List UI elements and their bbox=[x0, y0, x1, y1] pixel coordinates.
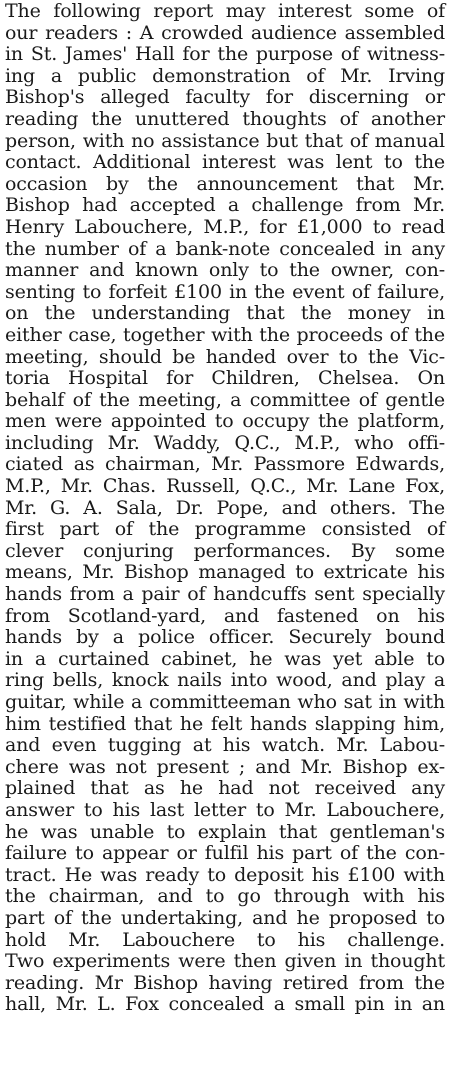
text-line: person, with no assistance but that of manual bbox=[5, 129, 445, 152]
text-line: tract. He was ready to deposit his £100 with bbox=[5, 863, 445, 886]
text-line: ing a public demonstration of Mr. Irving bbox=[5, 64, 445, 87]
text-line: senting to forfeit £100 in the event of failure, bbox=[5, 280, 445, 303]
text-line: reading. Mr Bishop having retired from the bbox=[5, 971, 445, 994]
text-line: Henry Labouchere, M.P., for £1,000 to read bbox=[5, 215, 445, 238]
text-line: part of the undertaking, and he proposed to bbox=[5, 906, 445, 929]
text-line: Two experiments were then given in thought bbox=[5, 950, 445, 973]
text-line: Bishop had accepted a challenge from Mr. bbox=[5, 194, 445, 217]
article-column bbox=[5, 1, 445, 1016]
text-line: hands from a pair of handcuffs sent specially bbox=[5, 583, 445, 606]
text-line: in St. James' Hall for the purpose of witness- bbox=[5, 43, 445, 66]
text-line: guitar, while a committeeman who sat in with bbox=[5, 691, 445, 713]
text-line: Mr. G. A. Sala, Dr. Pope, and others. The bbox=[5, 496, 445, 519]
text-line: hands by a police officer. Securely bound bbox=[5, 626, 445, 649]
text-line: first part of the programme consisted of bbox=[5, 518, 445, 541]
text-line: men were appointed to occupy the platform, bbox=[5, 410, 445, 433]
text-line: ring bells, knock nails into wood, and play a bbox=[5, 669, 445, 692]
text-line: toria Hospital for Children, Chelsea. On bbox=[5, 367, 445, 390]
text-line: occasion by the announcement that Mr. bbox=[5, 172, 445, 195]
text-line: behalf of the meeting, a committee of gentle bbox=[5, 388, 445, 411]
text-line: he was unable to explain that gentleman's bbox=[5, 820, 445, 843]
text-line: including Mr. Waddy, Q.C., M.P., who offi- bbox=[5, 431, 445, 454]
text-line: answer to his last letter to Mr. Labouchere, bbox=[5, 798, 445, 821]
text-line: chere was not present ; and Mr. Bishop ex- bbox=[5, 755, 445, 778]
text-line: from Scotland-yard, and fastened on his bbox=[5, 604, 445, 627]
text-line: ciated as chairman, Mr. Passmore Edwards, bbox=[5, 453, 445, 476]
text-line: in a curtained cabinet, he was yet able to bbox=[5, 647, 445, 670]
text-line: the chairman, and to go through with his bbox=[5, 885, 445, 908]
text-line: hall, Mr. L. Fox concealed a small pin in an bbox=[5, 993, 445, 1016]
text-line: and even tugging at his watch. Mr. Labou- bbox=[5, 734, 445, 757]
text-line: clever conjuring performances. By some bbox=[5, 539, 445, 562]
text-line: reading the unuttered thoughts of another bbox=[5, 107, 445, 130]
text-line: manner and known only to the owner, con- bbox=[5, 259, 445, 282]
text-line: meeting, should be handed over to the Vic- bbox=[5, 345, 445, 368]
text-line: The following report may interest some of bbox=[5, 0, 445, 22]
text-line: either case, together with the proceeds of the bbox=[5, 323, 445, 346]
text-line: on the understanding that the money in bbox=[5, 302, 445, 325]
text-line: hold Mr. Labouchere to his challenge. bbox=[5, 928, 445, 951]
text-line: M.P., Mr. Chas. Russell, Q.C., Mr. Lane Fox, bbox=[5, 475, 445, 498]
text-line: means, Mr. Bishop managed to extricate his bbox=[5, 561, 445, 584]
text-line: our readers : A crowded audience assembled bbox=[5, 21, 445, 44]
text-line: contact. Additional interest was lent to the bbox=[5, 151, 445, 174]
text-line: plained that as he had not received any bbox=[5, 777, 445, 800]
text-line: the number of a bank-note concealed in any bbox=[5, 237, 445, 260]
text-line: him testified that he felt hands slapping him, bbox=[5, 712, 445, 735]
text-line: failure to appear or fulfil his part of the con- bbox=[5, 842, 445, 865]
text-line: Bishop's alleged faculty for discerning or bbox=[5, 86, 445, 109]
